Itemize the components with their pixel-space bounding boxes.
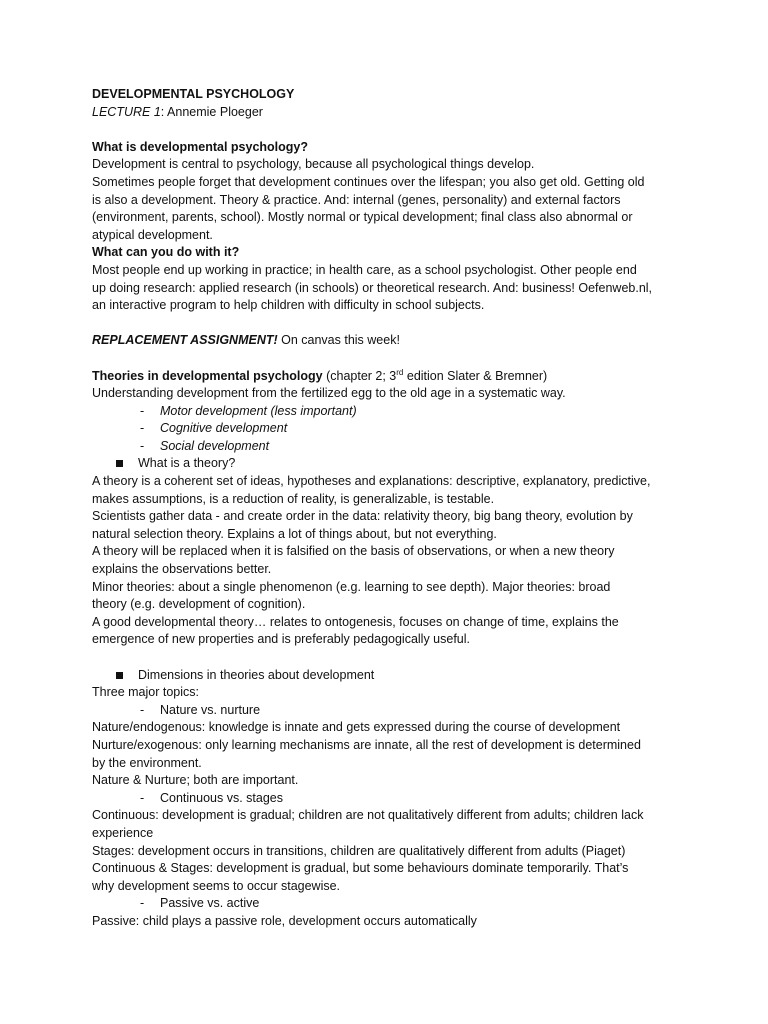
theories-ref-sup: rd xyxy=(396,367,404,377)
text-line: Stages: development occurs in transitions, children are qualitatively different from adults (Piaget) xyxy=(92,843,626,858)
text-line: Minor theories: about a single phenomenon (e.g. learning to see depth). Major theories: broad xyxy=(92,579,611,594)
text-line: A theory will be replaced when it is falsified on the basis of observations, or when a new theory xyxy=(92,544,615,559)
list-item-label: Passive vs. active xyxy=(160,896,260,911)
spacer xyxy=(92,315,692,333)
text-line: natural selection theory. Explains a lot of things about, but not everything. xyxy=(92,526,497,541)
text-line: is also a development. Theory & practice. And: internal (genes, personality) and external factors xyxy=(92,192,621,207)
list-item-label: Motor development (less important) xyxy=(160,403,357,418)
text-line: Nurture/exogenous: only learning mechanisms are innate, all the rest of development is determined xyxy=(92,737,641,752)
dash-marker: - xyxy=(140,421,145,436)
text-line: Continuous & Stages: development is gradual, but some behaviours dominate temporarily. That’s xyxy=(92,861,629,876)
list-item xyxy=(92,438,692,456)
text-line: explains the observations better. xyxy=(92,562,272,577)
text-line: why development seems to occur stagewise. xyxy=(92,878,341,893)
theories-ref-pre: (chapter 2; 3 xyxy=(322,368,397,383)
theories-heading-line xyxy=(92,368,692,386)
dash-marker: - xyxy=(140,790,145,805)
dash-marker: - xyxy=(140,702,145,717)
text-line: Passive: child plays a passive role, development occurs automatically xyxy=(92,913,477,928)
text-line: Continuous: development is gradual; children are not qualitatively different from adults; children lack xyxy=(92,808,644,823)
list-item-label: Nature vs. nurture xyxy=(160,702,261,717)
text-line: experience xyxy=(92,825,154,840)
dash-marker: - xyxy=(140,403,145,418)
bullet-item-dimensions xyxy=(92,667,692,685)
list-item xyxy=(92,790,692,808)
spacer xyxy=(92,350,692,368)
text-line: Most people end up working in practice; in health care, as a school psychologist. Other people end xyxy=(92,262,637,277)
dash-marker: - xyxy=(140,438,145,453)
square-bullet-icon xyxy=(116,460,123,467)
text-line: makes assumptions, is a reduction of reality, is generalizable, is testable. xyxy=(92,491,495,506)
lecture-separator: : xyxy=(160,104,168,119)
theories-heading: Theories in developmental psychology xyxy=(92,368,323,383)
text-line: Development is central to psychology, because all psychological things develop. xyxy=(92,157,535,172)
dash-marker: - xyxy=(140,896,145,911)
square-bullet-icon xyxy=(116,672,123,679)
list-item xyxy=(92,420,692,438)
assignment-label: REPLACEMENT ASSIGNMENT! xyxy=(92,333,278,348)
text-line: an interactive program to help children with difficulty in school subjects. xyxy=(92,298,485,313)
list-item xyxy=(92,895,692,913)
bullet-label: What is a theory? xyxy=(138,456,236,471)
assignment-text: On canvas this week! xyxy=(277,333,400,348)
list-item-label: Cognitive development xyxy=(160,421,288,436)
text-line: by the environment. xyxy=(92,755,202,770)
spacer xyxy=(92,649,692,667)
text-line: Nature/endogenous: knowledge is innate and gets expressed during the course of development xyxy=(92,720,621,735)
lecture-label: LECTURE 1 xyxy=(92,104,161,119)
assignment-line xyxy=(92,332,692,350)
text-line: emergence of new properties and is preferably pedagogically useful. xyxy=(92,632,471,647)
lecturer-name: Annemie Ploeger xyxy=(167,104,263,119)
lecture-line xyxy=(92,104,692,122)
bullet-label: Dimensions in theories about development xyxy=(138,667,375,682)
list-item xyxy=(92,403,692,421)
document-title: DEVELOPMENTAL PSYCHOLOGY xyxy=(92,87,295,101)
text-line: Understanding development from the fertilized egg to the old age in a systematic way. xyxy=(92,386,566,401)
text-line: up doing research: applied research (in schools) or theoretical research. And: business! Oefenweb.nl, xyxy=(92,280,653,295)
section-heading-what-is: What is developmental psychology? xyxy=(92,139,309,154)
text-line: theory (e.g. development of cognition). xyxy=(92,597,306,612)
list-item-label: Continuous vs. stages xyxy=(160,790,283,805)
spacer xyxy=(92,121,692,139)
theories-ref-post: edition Slater & Bremner) xyxy=(403,368,548,383)
list-item xyxy=(92,702,692,720)
text-line: atypical development. xyxy=(92,227,213,242)
section-heading-what-can: What can you do with it? xyxy=(92,245,240,260)
document-page xyxy=(92,86,692,931)
text-line: (environment, parents, school). Mostly normal or typical development; final class also abnormal or xyxy=(92,210,633,225)
text-line: Three major topics: xyxy=(92,685,199,700)
text-line: Nature & Nurture; both are important. xyxy=(92,773,299,788)
bullet-item-what-theory xyxy=(92,455,692,473)
list-item-label: Social development xyxy=(160,438,270,453)
text-line: Sometimes people forget that development continues over the lifespan; you also get old. Getting old xyxy=(92,174,645,189)
text-line: A good developmental theory… relates to ontogenesis, focuses on change of time, explains the xyxy=(92,614,619,629)
text-line: Scientists gather data - and create order in the data: relativity theory, big bang theory, evolution by xyxy=(92,509,633,524)
text-line: A theory is a coherent set of ideas, hypotheses and explanations: descriptive, explanatory, predictive, xyxy=(92,474,651,489)
